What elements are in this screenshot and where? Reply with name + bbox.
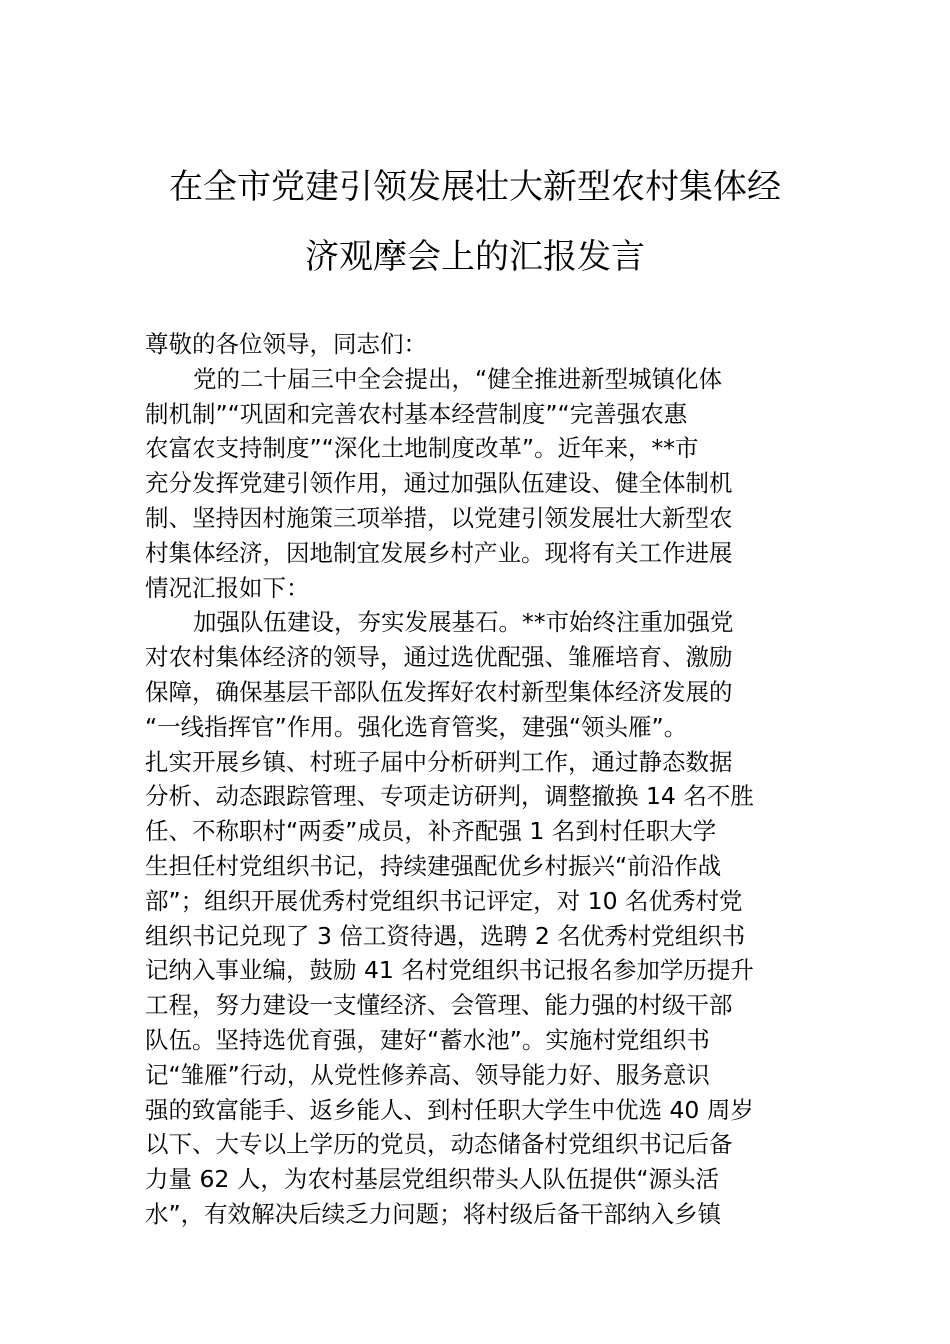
salutation-line: 尊敬的各位领导，同志们： xyxy=(145,330,427,358)
paragraph-line: 村集体经济，因地制宜发展乡村产业。现将有关工作进展 xyxy=(145,538,733,567)
paragraph-line: 对农村集体经济的领导，通过选优配强、雏雁培育、激励 xyxy=(145,643,733,672)
paragraph-line: 分析、动态跟踪管理、专项走访研判，调整撤换 14 名不胜 xyxy=(145,782,754,811)
paragraph-line: 加强队伍建设，夯实发展基石。**市始终注重加强党 xyxy=(193,608,734,637)
paragraph-line: 水”，有效解决后续乏力问题；将村级后备干部纳入乡镇 xyxy=(145,1199,722,1228)
paragraph-line: 党的二十届三中全会提出，“健全推进新型城镇化体 xyxy=(193,364,723,393)
paragraph-line: 以下、大专以上学历的党员，动态储备村党组织书记后备 xyxy=(145,1130,733,1159)
document-title-line-2: 济观摩会上的汇报发言 xyxy=(305,237,645,277)
paragraph-line: 保障，确保基层干部队伍发挥好农村新型集体经济发展的 xyxy=(145,677,733,706)
paragraph-line: 记纳入事业编，鼓励 41 名村党组织书记报名参加学历提升 xyxy=(145,956,754,985)
document-title-line-1: 在全市党建引领发展壮大新型农村集体经 xyxy=(169,167,781,207)
paragraph-line: “一线指挥官”作用。强化选育管奖，建强“领头雁”。 xyxy=(145,712,688,741)
paragraph-line: 生担任村党组织书记，持续建强配优乡村振兴“前沿作战 xyxy=(145,851,722,880)
paragraph-line: 记“雏雁”行动，从党性修养高、领导能力好、服务意识 xyxy=(145,1060,710,1089)
paragraph-line: 队伍。坚持选优育强，建好“蓄水池”。实施村党组织书 xyxy=(145,1025,710,1054)
paragraph-line: 制、坚持因村施策三项举措，以党建引领发展壮大新型农 xyxy=(145,503,733,532)
paragraph-line: 农富农支持制度”“深化土地制度改革”。近年来，**市 xyxy=(145,434,699,463)
paragraph-line: 部”；组织开展优秀村党组织书记评定，对 10 名优秀村党 xyxy=(145,886,743,915)
paragraph-line: 强的致富能手、返乡能人、到村任职大学生中优选 40 周岁 xyxy=(145,1095,754,1124)
paragraph-line: 充分发挥党建引领作用，通过加强队伍建设、健全体制机 xyxy=(145,469,733,498)
paragraph-line: 力量 62 人，为农村基层党组织带头人队伍提供“源头活 xyxy=(145,1165,720,1194)
paragraph-line: 任、不称职村“两委”成员，补齐配强 1 名到村任职大学 xyxy=(145,817,717,846)
paragraph-line: 扎实开展乡镇、村班子届中分析研判工作，通过静态数据 xyxy=(145,747,733,776)
paragraph-line: 工程，努力建设一支懂经济、会管理、能力强的村级干部 xyxy=(145,991,733,1020)
paragraph-line: 组织书记兑现了 3 倍工资待遇，选聘 2 名优秀村党组织书 xyxy=(145,921,746,950)
paragraph-line: 情况汇报如下： xyxy=(145,573,310,602)
document-body xyxy=(145,327,810,1232)
paragraph-line: 制机制”“巩固和完善农村基本经营制度”“完善强农惠 xyxy=(145,399,688,428)
